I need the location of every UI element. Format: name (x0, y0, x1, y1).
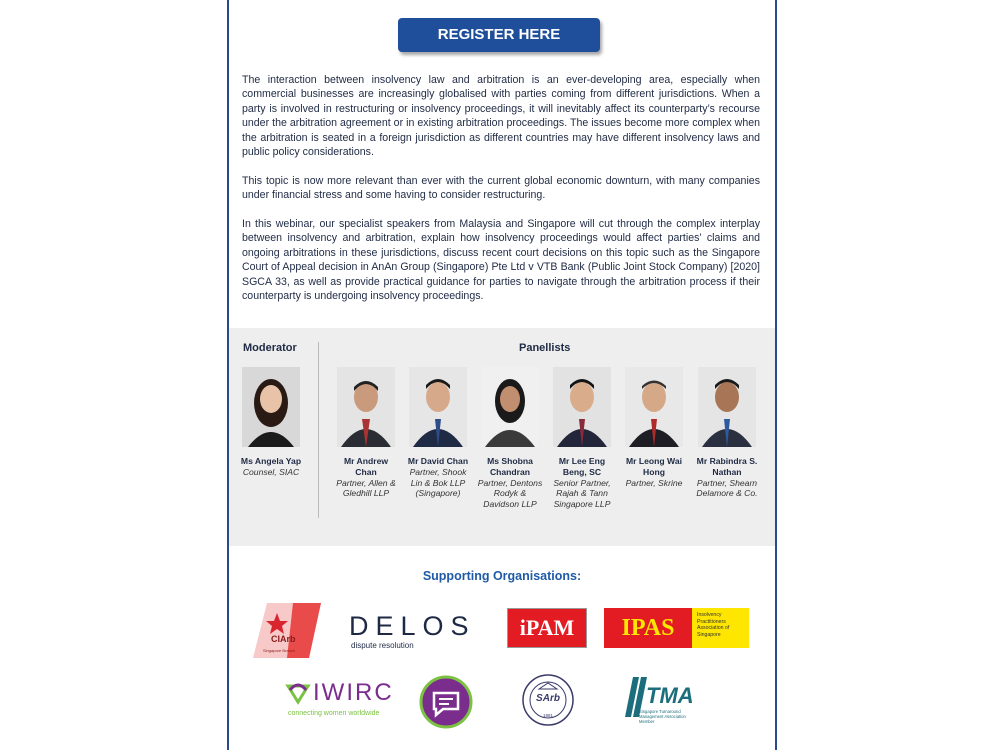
supporting-organisations-heading: Supporting Organisations: (422, 569, 582, 583)
panellist-name: Ms Shobna Chandran (487, 456, 533, 477)
sarb-text: SArb (536, 693, 560, 704)
ipas-yellow-block (692, 608, 749, 648)
panellist-photo (481, 367, 539, 447)
moderator-heading: Moderator (243, 342, 297, 354)
panellist-role: Partner, Dentons Rodyk & Davidson LLP (477, 477, 543, 510)
moderator-photo (242, 367, 300, 447)
delos-subtext: dispute resolution (351, 641, 414, 650)
moderator-card (238, 367, 304, 478)
iwirc-emblem-icon (285, 680, 311, 706)
panellist-card (477, 367, 543, 510)
register-button[interactable]: REGISTER HERE (398, 18, 600, 52)
sarb-seal-logo (521, 673, 575, 727)
tma-text: TMA (646, 683, 694, 708)
ciarb-text: CIArb (271, 634, 296, 644)
panellist-role: Senior Partner, Rajah & Tann Singapore LLP (553, 477, 611, 510)
panellist-name: Mr Leong Wai Hong (625, 456, 682, 477)
panellist-name: Mr Rabindra S. Nathan (696, 456, 758, 477)
tma-logo (625, 675, 705, 727)
panellist-photo (409, 367, 467, 447)
iwirc-logo (285, 675, 475, 730)
panellist-card (333, 367, 399, 499)
ipam-text: iPAM (519, 615, 575, 640)
panellist-card (405, 367, 471, 499)
moderator-role: Counsel, SIAC (242, 466, 300, 477)
intro-paragraph-2: This topic is now more relevant than ever with the current global economic downturn, with many companies under financial stress and some having to consider restructuring. (242, 175, 760, 202)
ipas-text: IPAS (621, 615, 675, 641)
delos-text: DELOS (349, 611, 476, 641)
panellist-card (694, 367, 760, 499)
panellist-role: Partner, Shook Lin & Bok LLP (Singapore) (409, 466, 467, 499)
iwirc-subtext: connecting women worldwide (288, 710, 380, 717)
panellist-role: Partner, Shearn Delamore & Co. (696, 477, 758, 499)
panellist-name: Mr Lee Eng Beng, SC (558, 456, 606, 477)
panellist-card (621, 367, 687, 488)
ipas-logo (604, 608, 749, 648)
tma-subtext: Singapore Turnaround Management Association Member (639, 709, 686, 724)
moderator-name: Ms Angela Yap (240, 456, 302, 466)
sarb-year: 1981 (542, 713, 553, 718)
ipam-logo (507, 608, 587, 648)
flyer-sheet (227, 0, 777, 750)
panellist-card (549, 367, 615, 510)
ipas-red-block (604, 608, 692, 648)
panellist-name: Mr David Chan (407, 456, 469, 466)
panellist-role: Partner, Allen & Gledhill LLP (336, 477, 396, 499)
intro-paragraph-1: The interaction between insolvency law and arbitration is an ever-developing area, especially when commercial businesses are increasingly globalised with parties coming from different jurisdictions. When a party is involved in restructuring or insolvency proceedings, it will inevitably affect its counterparty’s recourse under the arbitration agreement or in existing arbitration proceedings. The issues become more complex when the arbitration is seated in a foreign jurisdiction as different countries may have different insolvency laws and public policy considerations. (242, 74, 760, 159)
speakers-panel (229, 328, 775, 546)
ciarb-logo (253, 603, 321, 658)
panellist-photo (553, 367, 611, 447)
ciarb-subtext: Singapore Branch (263, 648, 296, 653)
iwirc-text: IWIRC (313, 679, 394, 706)
iwirc-chat-icon (419, 675, 473, 729)
ipas-subtext: Insolvency Practitioners Association of Singapore (697, 612, 730, 638)
panellist-role: Partner, Skrine (625, 477, 683, 488)
delos-logo (349, 611, 489, 651)
panellist-photo (337, 367, 395, 447)
panel-divider (318, 342, 319, 518)
panellists-heading: Panellists (519, 342, 571, 354)
panellist-photo (698, 367, 756, 447)
panellist-photo (625, 367, 683, 447)
panellist-name: Mr Andrew Chan (343, 456, 389, 477)
intro-paragraph-3: In this webinar, our specialist speakers from Malaysia and Singapore will cut through the complex interplay between insolvency and arbitration, explain how insolvency proceedings would affect parties’ claims and ongoing arbitrations in these jurisdictions, discuss recent court decisions on this topic such as the Singapore Court of Appeal decision in AnAn Group (Singapore) Pte Ltd v VTB Bank (Public Joint Stock Company) [2020] SGCA 33, as well as provide practical guidance for parties to navigate through the arbitration process if their counterparty is undergoing insolvency proceedings. (242, 218, 760, 303)
